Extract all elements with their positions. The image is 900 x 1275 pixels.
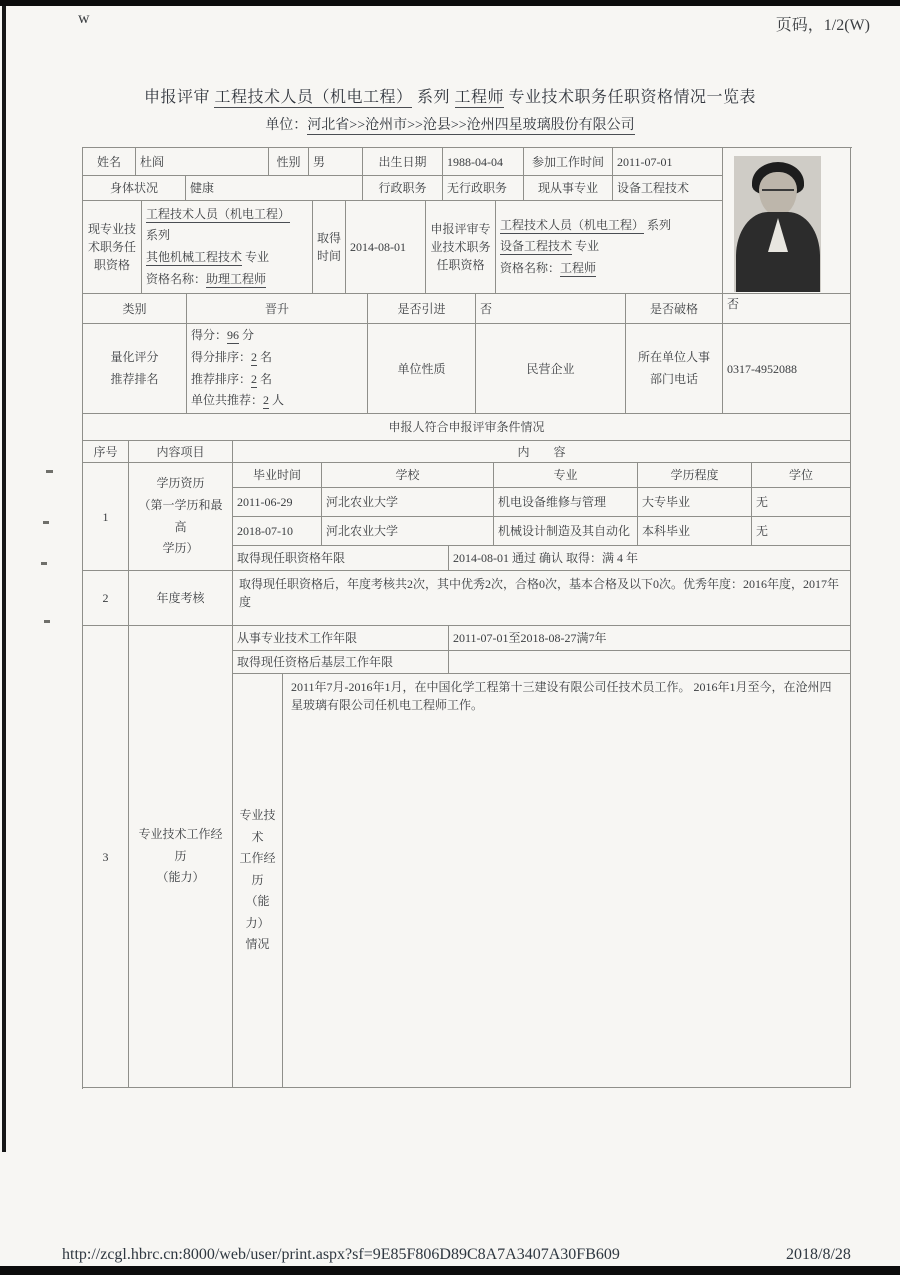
score-line-value: 2 (251, 349, 258, 364)
current-cert-label: 资格名称： (146, 271, 207, 286)
grassroots-label: 取得现任资格后基层工作年限 (233, 651, 449, 674)
title-series-underlined: 工程技术人员（机电工程） (214, 89, 413, 106)
score-line-suffix: 人 (269, 393, 285, 408)
current-title-content (142, 201, 313, 294)
score-line-label: 得分： (191, 328, 228, 343)
photo-glasses (762, 189, 794, 198)
experience-text: 2011年7月-2016年1月，在中国化学工程第十三建设有限公司任技术员工作。 2016年1月至今，在沧州四星玻璃有限公司任机电工程师工作。 (283, 674, 851, 1088)
col-item-header: 内容项目 (129, 441, 233, 463)
hr-phone-label-line1: 所在单位人事 (637, 349, 710, 364)
edu-item-line: 学历资历 (156, 476, 205, 491)
current-major: 其他机械工程技术 (146, 250, 243, 264)
edu-item-line: 学历） (162, 541, 199, 556)
corner-mark: w (78, 10, 90, 27)
scan-speck (44, 620, 50, 623)
apply-series-suffix: 系列 (644, 217, 672, 232)
experience-vertical-line: 工作经 (239, 851, 276, 866)
apply-cert: 工程师 (560, 260, 597, 275)
current-cert: 助理工程师 (206, 271, 267, 286)
hr-phone-value: 0317-4952088 (723, 324, 851, 414)
experience-vertical-label (233, 674, 283, 1088)
edu-col-grad-time: 毕业时间 (233, 463, 322, 488)
scan-speck (41, 562, 47, 565)
experience-item-line: （能力） (156, 870, 205, 885)
import-label: 是否引进 (368, 294, 476, 324)
apply-major: 设备工程技术 (500, 239, 573, 254)
scan-speck (46, 470, 53, 473)
photo-cell (723, 148, 851, 294)
document-title (0, 84, 900, 107)
experience-vertical-line: 术 (251, 829, 264, 844)
unit-nature-label: 单位性质 (368, 324, 476, 414)
col-content-header: 内 容 (233, 441, 851, 463)
score-line-value: 2 (263, 393, 270, 408)
current-title-label: 现专业技术职务任职资格 (83, 201, 142, 294)
scan-edge-top (0, 0, 900, 6)
apply-title-content (496, 201, 723, 294)
score-line-label: 得分排序： (191, 349, 252, 364)
col-no-header: 序号 (83, 441, 129, 463)
title-rank-underlined: 工程师 (454, 89, 505, 106)
assessment-item-label: 年度考核 (129, 571, 233, 626)
edu-row2-level: 本科毕业 (638, 517, 752, 546)
experience-item-label (129, 626, 233, 1088)
name-value: 杜阎 (136, 148, 269, 176)
experience-item-line: 专业技术工作经历 (138, 827, 223, 863)
current-series: 工程技术人员（机电工程） (146, 206, 291, 221)
work-start-value: 2011-07-01 (613, 148, 723, 176)
edu-row1-school: 河北农业大学 (322, 488, 494, 517)
edu-row1-degree: 无 (752, 488, 851, 517)
score-line-label: 推荐排序： (191, 371, 252, 386)
score-label-line2: 推荐排名 (110, 371, 159, 386)
edu-row2-major: 机械设计制造及其自动化 (494, 517, 638, 546)
category-value: 晋升 (187, 294, 368, 324)
import-value: 否 (476, 294, 626, 324)
experience-vertical-line: 情况 (245, 937, 270, 952)
health-label: 身体状况 (83, 176, 186, 201)
birth-value: 1988-04-04 (443, 148, 524, 176)
edu-col-school: 学校 (322, 463, 494, 488)
score-line-suffix: 名 (257, 371, 273, 386)
work-start-label: 参加工作时间 (524, 148, 613, 176)
apply-title-label: 申报评审专业技术职务任职资格 (426, 201, 496, 294)
scan-speck (43, 521, 49, 524)
footer-date: 2018/8/28 (786, 1246, 851, 1263)
edu-row2-degree: 无 (752, 517, 851, 546)
edu-item-line: （第一学历和最高 (138, 497, 223, 534)
apply-major-suffix: 专业 (572, 239, 600, 254)
experience-vertical-line: 专业技 (239, 807, 276, 822)
tenure-value: 2014-08-01 通过 确认 取得：满 4 年 (449, 546, 851, 571)
edu-col-major: 专业 (494, 463, 638, 488)
experience-vertical-line: 力） (245, 915, 270, 930)
qualification-table (82, 147, 852, 1089)
exception-value: 否 (723, 294, 851, 324)
grassroots-value (449, 651, 851, 674)
assessment-no: 2 (83, 571, 129, 626)
conditions-header: 申报人符合申报评审条件情况 (83, 414, 851, 441)
profession-value: 设备工程技术 (613, 176, 723, 201)
edu-row1-time: 2011-06-29 (233, 488, 322, 517)
assessment-text: 取得现任职资格后，年度考核共2次，其中优秀2次，合格0次，基本合格及以下0次。优秀年度：2016年度，2017年度 (233, 571, 851, 626)
scan-edge-left (2, 6, 6, 1152)
current-series-suffix: 系列 (146, 228, 171, 243)
name-label: 姓名 (83, 148, 136, 176)
edu-no: 1 (83, 463, 129, 571)
score-line-value: 96 (227, 328, 240, 343)
unit-label: 单位： (265, 118, 308, 133)
gender-value: 男 (309, 148, 363, 176)
title-suffix: 专业技术职务任职资格情况一览表 (504, 89, 757, 106)
edu-col-degree-level: 学历程度 (638, 463, 752, 488)
edu-col-degree: 学位 (752, 463, 851, 488)
hr-phone-label-line2: 部门电话 (649, 371, 698, 386)
tenure-label: 取得现任职资格年限 (233, 546, 449, 571)
gender-label: 性别 (269, 148, 309, 176)
score-label (83, 324, 187, 414)
unit-value: 河北省>>沧州市>>沧县>>沧州四星玻璃股份有限公司 (307, 118, 635, 133)
experience-vertical-line: （能 (245, 894, 270, 909)
experience-no: 3 (83, 626, 129, 1088)
hr-phone-label (626, 324, 723, 414)
score-line-label: 单位共推荐： (191, 393, 264, 408)
edu-row2-time: 2018-07-10 (233, 517, 322, 546)
obtain-time-value: 2014-08-01 (346, 201, 426, 294)
page-number: 页码，1/2(W) (775, 17, 870, 34)
title-middle: 系列 (412, 89, 455, 106)
apply-cert-label: 资格名称： (500, 260, 561, 275)
admin-value: 无行政职务 (443, 176, 524, 201)
unit-line (0, 114, 900, 134)
portrait-photo (734, 156, 821, 292)
score-label-line1: 量化评分 (110, 349, 159, 364)
footer-url: http://zcgl.hbrc.cn:8000/web/user/print.aspx?sf=9E85F806D89C8A7A3407A30FB609 (62, 1246, 620, 1263)
edu-row1-level: 大专毕业 (638, 488, 752, 517)
admin-label: 行政职务 (363, 176, 443, 201)
score-line-suffix: 分 (239, 328, 255, 343)
edu-item-label (129, 463, 233, 571)
apply-series: 工程技术人员（机电工程） (500, 217, 645, 232)
exception-label: 是否破格 (626, 294, 723, 324)
title-prefix: 申报评审 (143, 89, 215, 106)
score-line-suffix: 名 (257, 349, 273, 364)
obtain-time-label: 取得时间 (313, 201, 346, 294)
score-lines (187, 324, 368, 414)
unit-nature-value: 民营企业 (476, 324, 626, 414)
birth-label: 出生日期 (363, 148, 443, 176)
score-line-value: 2 (251, 371, 258, 386)
category-label: 类别 (83, 294, 187, 324)
experience-vertical-line: 历 (251, 872, 264, 887)
profession-label: 现从事专业 (524, 176, 613, 201)
health-value: 健康 (186, 176, 363, 201)
current-major-suffix: 专业 (242, 250, 270, 264)
scan-edge-bottom (0, 1266, 900, 1275)
edu-row2-school: 河北农业大学 (322, 517, 494, 546)
years-value: 2011-07-01至2018-08-27满7年 (449, 626, 851, 651)
years-label: 从事专业技术工作年限 (233, 626, 449, 651)
edu-row1-major: 机电设备维修与管理 (494, 488, 638, 517)
